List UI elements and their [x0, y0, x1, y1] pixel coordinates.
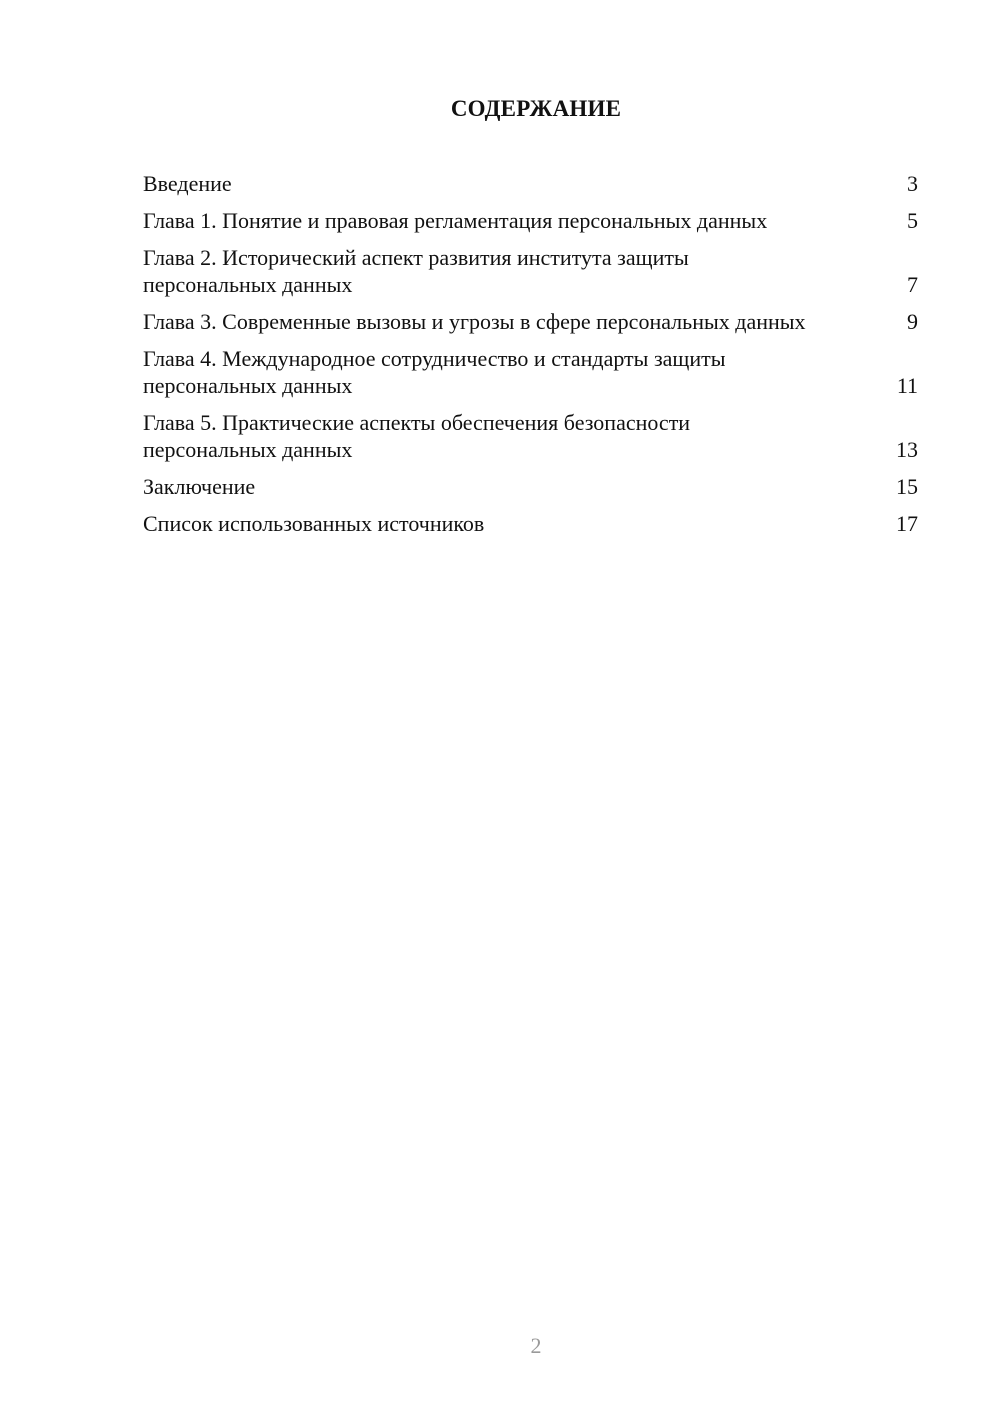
toc-entry-chapter-1[interactable]: [143, 207, 918, 234]
toc-entry-page: 15: [896, 474, 918, 499]
toc-entry-page: 9: [907, 309, 918, 334]
toc-entry-page: 11: [896, 373, 918, 398]
toc-entry-page: 17: [896, 511, 918, 536]
toc-entry-introduction[interactable]: [143, 170, 918, 197]
toc-entry-chapter-3[interactable]: [143, 308, 918, 335]
page-title: СОДЕРЖАНИЕ: [450, 96, 622, 121]
toc-entry-title: Глава 2. Исторический аспект развития института защиты персональных данных: [143, 245, 689, 297]
toc-entry-chapter-4[interactable]: [143, 345, 918, 399]
toc-entry-conclusion[interactable]: [143, 473, 918, 500]
toc-entry-title: Глава 1. Понятие и правовая регламентация персональных данных: [143, 208, 768, 233]
toc-entry-title: Глава 3. Современные вызовы и угрозы в сфере персональных данных: [143, 309, 806, 334]
toc-entry-title: Список использованных источников: [143, 511, 485, 536]
toc-entry-references[interactable]: [143, 510, 918, 537]
toc-entry-chapter-5[interactable]: [143, 409, 918, 463]
toc-entry-chapter-2[interactable]: [143, 244, 918, 298]
toc-entry-title: Глава 4. Международное сотрудничество и стандарты защиты персональных данных: [143, 346, 726, 398]
toc-entry-page: 13: [896, 437, 918, 462]
toc-entry-page: 7: [907, 272, 918, 297]
toc-entry-title: Введение: [143, 171, 232, 196]
page-number: 2: [530, 1333, 542, 1358]
toc-entry-title: Глава 5. Практические аспекты обеспечения безопасности персональных данных: [143, 410, 691, 462]
toc-entry-page: 3: [907, 171, 918, 196]
toc-entry-title: Заключение: [143, 474, 256, 499]
toc-entry-page: 5: [907, 208, 918, 233]
table-of-contents: [143, 170, 918, 547]
